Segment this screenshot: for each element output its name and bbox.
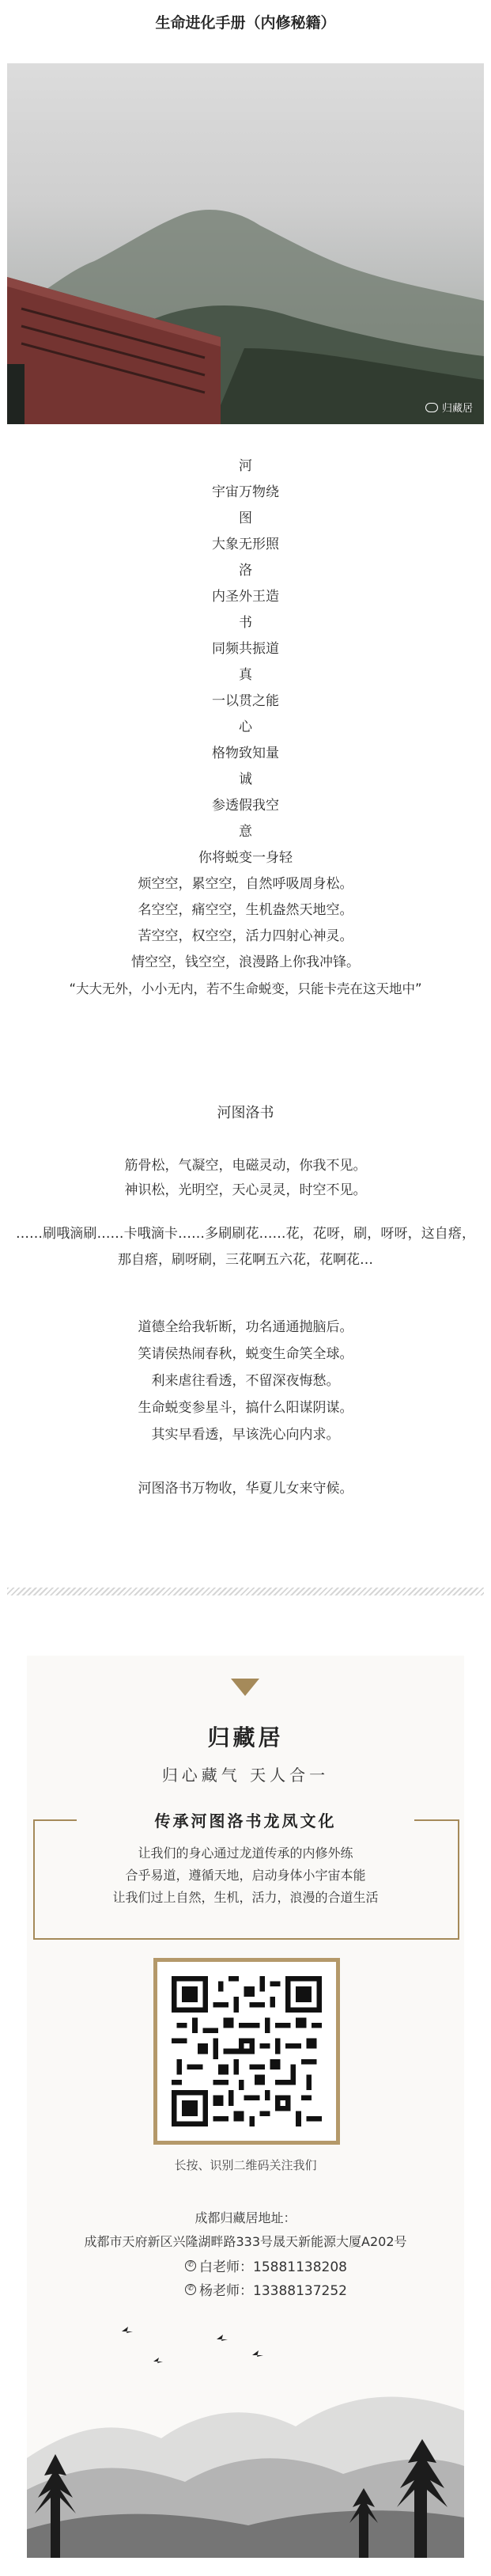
paragraph-line: 筋骨松，气凝空，电磁灵动，你我不见。 [124, 1158, 367, 1174]
watermark [425, 400, 473, 415]
watermark-text: 归藏居 [441, 403, 473, 415]
poem-line: 诚 [239, 772, 252, 787]
poem-line: 图 [239, 510, 252, 526]
paragraph-line: 神识松，光明空，天心灵灵，时空不见。 [124, 1182, 367, 1198]
poem [0, 453, 491, 1002]
phone-text: 白老师：15881138208 [199, 2259, 347, 2275]
poem-line: 河 [239, 458, 252, 474]
page-title: 生命进化手册（内修秘籍） [155, 14, 336, 32]
paragraph-line: 生命蜕变参星斗，搞什么阳谋阴谋。 [138, 1400, 353, 1416]
phone-text: 杨老师：13388137252 [199, 2283, 347, 2299]
phone-icon: ✆ [185, 2284, 196, 2295]
poem-line: 情空空，钱空空，浪漫路上你我冲锋。 [131, 954, 360, 970]
poem-line: “大大无外，小小无内，若不生命蜕变，只能卡壳在这天地中” [69, 981, 422, 996]
poem-line: 真 [239, 667, 252, 683]
poem-line: 洛 [239, 563, 252, 579]
brand-description [27, 1842, 464, 1909]
description-line: 让我们的身心通过龙道传承的内修外练 [138, 1846, 353, 1861]
paragraph [0, 1154, 491, 1203]
address-title: 成都归藏居地址： [195, 2210, 296, 2225]
phone-contact[interactable] [185, 2255, 347, 2275]
phone-contact[interactable] [185, 2279, 347, 2299]
paragraph-line: 利来虐往看透，不留深夜悔愁。 [151, 1373, 340, 1389]
paragraph-line: 河图洛书万物收，华夏儿女来守候。 [138, 1481, 353, 1497]
poem-line: 名空空，痛空空，生机盎然天地空。 [138, 902, 353, 918]
description-line: 合乎易道，遵循天地，启动身体小宇宙本能 [125, 1868, 366, 1883]
ink-landscape-illustration [27, 2300, 464, 2558]
description-line: 让我们过上自然，生机，活力，浪漫的合道生活 [112, 1890, 379, 1905]
poem-line: 大象无形照 [212, 537, 279, 552]
poem-line: 你将蜕变一身轻 [198, 850, 293, 866]
brand-tagline: 传承河图洛书龙凤文化 [154, 1812, 337, 1831]
foggy-mountain-illustration [7, 63, 484, 424]
brand-slogan: 归心藏气 天人合一 [161, 1766, 330, 1785]
address: 成都市天府新区兴隆湖畔路333号晟天新能源大厦A202号 [84, 2234, 407, 2249]
brand-card [27, 1656, 464, 2558]
poem-line: 同频共振道 [212, 641, 279, 657]
paragraph [0, 1314, 491, 1502]
brand-name: 归藏居 [207, 1724, 284, 1751]
hero-photo [7, 63, 484, 424]
poem-line: 宇宙万物绕 [212, 484, 279, 500]
poem-line: 苦空空，权空空，活力四射心神灵。 [138, 928, 353, 944]
poem-line: 意 [239, 824, 252, 840]
triangle-icon [231, 1679, 259, 1696]
qr-code[interactable] [153, 1958, 340, 2145]
qr-caption: 长按、识别二维码关注我们 [174, 2158, 317, 2172]
section-title: 河图洛书 [217, 1105, 274, 1121]
poem-line: 心 [239, 719, 252, 735]
poem-line: 书 [239, 615, 252, 631]
wechat-icon [425, 403, 438, 412]
poem-line: 内圣外王造 [212, 589, 279, 605]
poem-line: 烦空空，累空空，自然呼吸周身松。 [138, 876, 353, 892]
paragraph-line: 道德全给我斩断，功名通通抛脑后。 [138, 1319, 353, 1335]
phone-icon: ✆ [185, 2260, 196, 2271]
paragraph-line: 笑请侯热闹春秋，蜕变生命笑全球。 [138, 1346, 353, 1362]
poem-line: 一以贯之能 [212, 693, 279, 709]
birds [122, 2327, 263, 2363]
paragraph-line: 其实早看透，早该洗心向内求。 [151, 1427, 340, 1443]
paragraph: ……刷哦滴刷……卡哦滴卡……多刷刷花……花，花呀，刷，呀呀，这自瘩，那自瘩，刷呀刷，三花啊五六花，花啊花… [16, 1226, 475, 1268]
poem-line: 格物致知量 [212, 745, 279, 761]
divider [7, 1588, 484, 1595]
poem-line: 参透假我空 [212, 798, 279, 814]
qr-code-pattern [172, 1976, 322, 2126]
